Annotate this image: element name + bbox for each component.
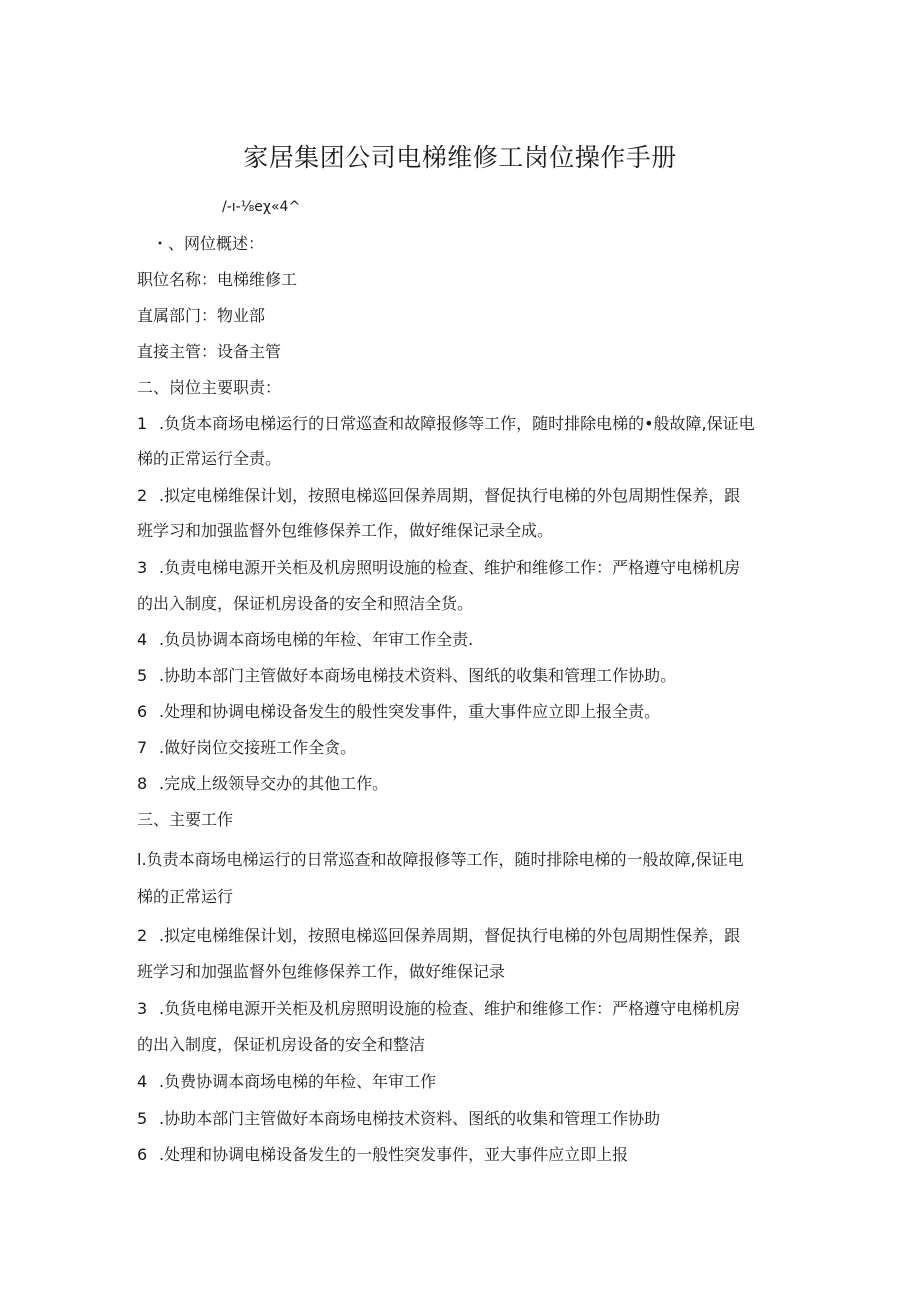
work-item-continued: 梯的正常运行 xyxy=(137,887,234,906)
section-heading-main-work: 三、主要工作 xyxy=(137,810,234,829)
section-heading-overview: ・、网位概述： xyxy=(152,234,265,253)
duty-item: 5 .协助本部门主管做好本商场电梯技术资料、图纸的收集和管理工作协助。 xyxy=(137,666,677,685)
work-item: 4 .负费协调本商场电梯的年检、年审工作 xyxy=(137,1072,437,1091)
duty-item-continued: 梯的正常运行全责。 xyxy=(137,449,282,468)
duty-item: 7 .做好岗位交接班工作全贪。 xyxy=(137,738,357,757)
duty-item: 8 .完成上级领导交办的其他工作。 xyxy=(137,774,389,793)
document-subtitle: /-ı-⅛eχ«4^ xyxy=(222,199,301,215)
work-item: 5 .协助本部门主管做好本商场电梯技术资料、图纸的收集和管理工作协助 xyxy=(137,1109,661,1128)
duty-item-continued: 的出入制度，保证机房设备的安全和照洁全货。 xyxy=(137,594,474,613)
supervisor-line: 直接主管：设备主管 xyxy=(137,342,282,361)
job-name-line: 职位名称：电梯维修工 xyxy=(137,270,298,289)
work-item-continued: 的出入制度，保证机房设备的安全和整洁 xyxy=(137,1035,426,1054)
duty-item: 6 .处理和协调电梯设备发生的般性突发事件，重大事件应立即上报全责。 xyxy=(137,702,661,721)
duty-item-continued: 班学习和加强监督外包维修保养工作，做好维保记录全成。 xyxy=(137,521,554,540)
work-item-continued: 班学习和加强监督外包维修保养工作，做好维保记录 xyxy=(137,962,506,981)
document-title: 家居集团公司电梯维修工岗位操作手册 xyxy=(243,143,677,172)
duty-item: 3 .负责电梯电源开关柜及机房照明设施的检查、维护和维修工作：严格遵守电梯机房 xyxy=(137,558,741,577)
section-heading-duties: 二、岗位主要职责： xyxy=(137,378,282,397)
duty-item: 4 .负员协调本商场电梯的年检、年审工作全责. xyxy=(137,630,474,649)
work-item: 3 .负货电梯电源开关柜及机房照明设施的检查、维护和维修工作：严格遵守电梯机房 xyxy=(137,999,741,1018)
work-item: 2 .拟定电梯维保计划，按照电梯巡回保养周期，督促执行电梯的外包周期性保养，跟 xyxy=(137,926,741,945)
work-item: l.负责本商场电梯运行的日常巡查和故障报修等工作，随时排除电梯的一般故障,保证电 xyxy=(137,850,744,869)
work-item: 6 .处理和协调电梯设备发生的一般性突发事件，亚大事件应立即上报 xyxy=(137,1145,629,1164)
duty-item: 2 .拟定电梯维保计划，按照电梯巡回保养周期，督促执行电梯的外包周期性保养，跟 xyxy=(137,486,741,505)
duty-item: 1 .负货本商场电梯运行的日常巡查和故障报修等工作，随时排除电梯的•般故障,保证电 xyxy=(137,414,755,433)
department-line: 直属部门：物业部 xyxy=(137,306,266,325)
